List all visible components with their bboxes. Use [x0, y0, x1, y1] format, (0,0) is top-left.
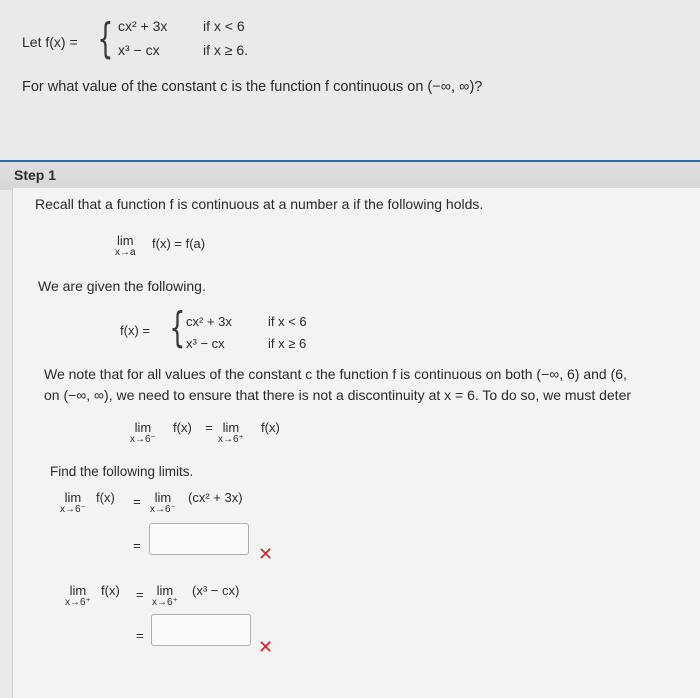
- lim-subscript: x→a: [115, 247, 136, 258]
- lim-word: lim: [134, 420, 152, 435]
- answer-1-input[interactable]: [149, 523, 249, 555]
- cond-equals: =: [205, 420, 213, 435]
- right-limit-fx: f(x): [101, 583, 120, 598]
- question-piece1-expr: cx² + 3x: [118, 18, 168, 34]
- cond-left-fx: f(x): [173, 420, 192, 435]
- cond-right-limit: [218, 420, 244, 445]
- lim-word: lim: [154, 490, 172, 505]
- question-piece1-cond: if x < 6: [203, 18, 245, 34]
- cond-left-limit: [130, 420, 156, 445]
- right-limit-rhs: [152, 583, 178, 608]
- wrong-mark-2-icon: ✕: [258, 637, 274, 657]
- lim-subscript: x→6⁺: [152, 597, 178, 608]
- piecewise-brace: {: [169, 303, 186, 352]
- left-limit-rhs: [150, 490, 176, 515]
- step-header: [0, 160, 700, 190]
- answer2-equals: =: [136, 628, 144, 643]
- lim-subscript: x→6⁻: [150, 504, 176, 515]
- given-text: We are given the following.: [38, 278, 206, 294]
- recall-text: Recall that a function f is continuous at a number a if the following holds.: [35, 196, 484, 212]
- step-panel: [12, 188, 700, 698]
- find-text: Find the following limits.: [50, 464, 194, 479]
- piece2-cond: if x ≥ 6: [268, 336, 307, 351]
- lim-subscript: x→6⁺: [218, 434, 244, 445]
- lim-word: lim: [156, 583, 174, 598]
- limit-definition-rhs: f(x) = f(a): [152, 236, 206, 251]
- piece1-expr: cx² + 3x: [186, 314, 232, 329]
- lim-word: lim: [64, 490, 82, 505]
- lim-word: lim: [222, 420, 240, 435]
- limit-definition: [115, 233, 136, 258]
- question-piece2-expr: x³ − cx: [118, 42, 160, 58]
- fx-label: f(x) =: [120, 323, 150, 338]
- question-let-label: Let f(x) =: [22, 34, 78, 50]
- piece2-expr: x³ − cx: [186, 336, 225, 351]
- lim-subscript: x→6⁺: [65, 597, 91, 608]
- piece1-cond: if x < 6: [268, 314, 307, 329]
- answer-2-input[interactable]: [151, 614, 251, 646]
- lim-word: lim: [116, 233, 134, 248]
- lim-subscript: x→6⁻: [60, 504, 86, 515]
- right-limit-expr: (x³ − cx): [192, 583, 240, 598]
- left-limit-expr: (cx² + 3x): [188, 490, 243, 505]
- right-limit-equals: =: [136, 587, 144, 602]
- lim-word: lim: [69, 583, 87, 598]
- question-piece2-cond: if x ≥ 6.: [203, 42, 249, 58]
- left-limit: [60, 490, 86, 515]
- right-limit: [65, 583, 91, 608]
- question-prompt: For what value of the constant c is the function f continuous on (−∞, ∞)?: [22, 79, 483, 95]
- left-limit-equals: =: [133, 494, 141, 509]
- answer1-equals: =: [133, 538, 141, 553]
- note-line-1: We note that for all values of the constant c the function f is continuous on both (−∞, 6) and (6,: [44, 366, 627, 382]
- note-line-2: on (−∞, ∞), we need to ensure that there is not a discontinuity at x = 6. To do so, we must deter: [44, 387, 632, 403]
- lim-subscript: x→6⁻: [130, 434, 156, 445]
- question-brace: {: [97, 14, 114, 63]
- left-limit-fx: f(x): [96, 490, 115, 505]
- wrong-mark-1-icon: ✕: [258, 544, 274, 564]
- cond-right-fx: f(x): [261, 420, 280, 435]
- step-title: Step 1: [14, 167, 57, 183]
